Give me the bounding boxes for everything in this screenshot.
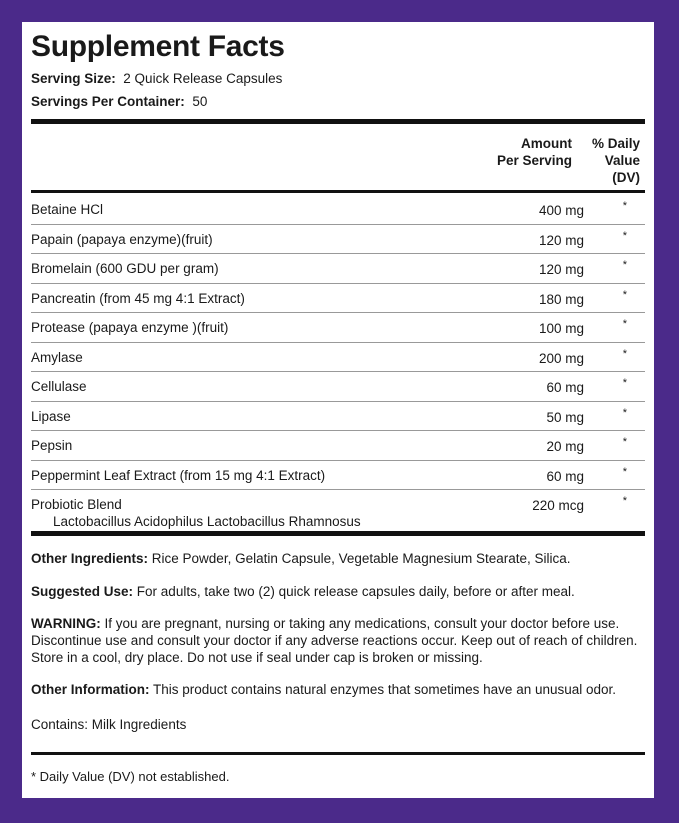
servings-per-container-label: Servings Per Container: [31,94,185,109]
ingredient-amount: 200 mg [538,350,584,366]
ingredient-name: Pepsin [31,438,73,453]
other-information [31,681,641,698]
ingredient-name: Pancreatin (from 45 mg 4:1 Extract) [31,290,245,306]
ingredient-amount: 60 mg [546,380,584,395]
other-information-text: This product contains natural enzymes that sometimes have an unusual odor. [153,682,617,697]
suggested-use [31,583,641,600]
ingredient-row [31,461,645,491]
ingredient-name: Betaine HCl [31,202,104,217]
daily-value-header [592,135,640,186]
ingredient-row [31,402,645,432]
other-ingredients-label: Other Ingredients: [31,551,149,566]
ingredient-amount: 180 mg [538,291,584,307]
servings-per-container-value: 50 [192,94,208,109]
table-bottom-divider [31,531,645,536]
warning-label: WARNING: [31,616,101,631]
ingredient-daily-value: * [622,406,627,419]
panel-title: Supplement Facts [31,30,285,63]
ingredient-row [31,372,645,402]
header-divider [31,190,645,193]
other-ingredients-text: Rice Powder, Gelatin Capsule, Vegetable Magnesium Stearate, Silica. [151,551,571,566]
ingredient-name: Cellulase [31,379,87,394]
contains-allergens: Contains: Milk Ingredients [31,717,187,732]
ingredient-daily-value: * [622,465,627,478]
ingredient-amount: 120 mg [538,262,584,277]
dv-header-line3: (DV) [612,170,640,185]
ingredient-daily-value: * [622,288,627,301]
amount-header-line1: Amount [521,136,572,151]
ingredient-daily-value: * [622,259,627,271]
ingredient-table [31,195,645,540]
ingredient-amount: 60 mg [546,468,584,484]
ingredient-name: Lipase [31,408,71,424]
ingredient-amount: 400 mg [538,203,584,218]
warning-text: If you are pregnant, nursing or taking any medications, consult your doctor before use. Discontinue use and consult your doctor if any adverse reactions occur. Keep out of reach of children. Store in a cool, dry place. Do not use if seal under cap is broken or missing. [31,616,638,665]
amount-header [497,135,572,169]
amount-header-line2: Per Serving [496,153,572,168]
ingredient-name: Protease (papaya enzyme )(fruit) [31,320,229,335]
ingredient-row [31,431,645,461]
ingredient-amount: 220 mcg [532,498,584,513]
ingredient-row [31,254,645,284]
supplement-facts-panel [22,22,654,798]
ingredient-row [31,313,645,343]
serving-size-value: 2 Quick Release Capsules [123,71,283,86]
ingredient-name: Amylase [31,349,83,365]
ingredient-subtext: Lactobacillus Acidophilus Lactobacillus Rhamnosus [53,514,361,529]
ingredient-name: Papain (papaya enzyme)(fruit) [31,231,213,247]
footnote: * Daily Value (DV) not established. [31,769,230,784]
dv-header-line1: % Daily [591,136,640,151]
serving-size-label: Serving Size: [31,71,116,86]
ingredient-row [31,195,645,225]
ingredient-name: Peppermint Leaf Extract (from 15 mg 4:1 Extract) [31,467,326,483]
ingredient-amount: 50 mg [546,409,584,425]
ingredient-daily-value: * [622,436,627,448]
dv-header-line2: Value [604,153,640,168]
ingredient-daily-value: * [622,318,627,330]
ingredient-row [31,284,645,314]
ingredient-row [31,225,645,255]
suggested-use-label: Suggested Use: [31,584,134,599]
footnote-divider [31,752,645,755]
other-ingredients [31,550,641,567]
serving-size [31,71,282,86]
warning [31,615,641,666]
ingredient-amount: 20 mg [546,439,584,454]
ingredient-daily-value: * [622,200,627,212]
ingredient-amount: 100 mg [538,321,584,336]
servings-per-container [31,94,207,109]
other-information-label: Other Information: [31,682,150,697]
ingredient-row [31,343,645,373]
suggested-use-text: For adults, take two (2) quick release capsules daily, before or after meal. [136,584,575,599]
ingredient-daily-value: * [622,229,627,242]
ingredient-daily-value: * [622,495,627,507]
ingredient-amount: 120 mg [538,232,584,248]
top-divider [31,119,645,124]
ingredient-name: Bromelain (600 GDU per gram) [31,261,219,276]
ingredient-name: Probiotic Blend [31,497,122,512]
ingredient-daily-value: * [622,377,627,389]
ingredient-daily-value: * [622,347,627,360]
